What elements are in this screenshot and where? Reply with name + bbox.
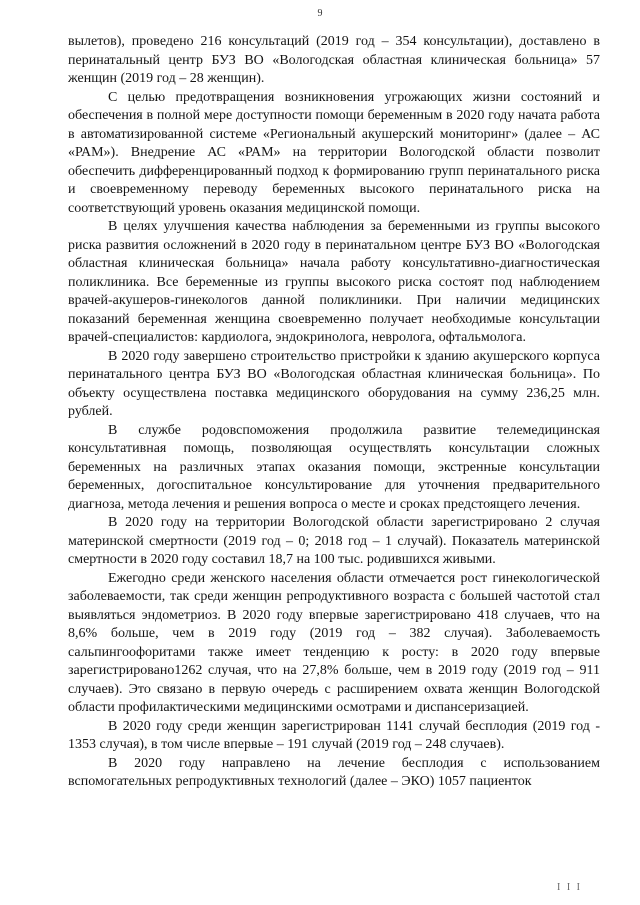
paragraph-2: С целью предотвращения возникновения угрожающих жизни состояний и обеспечения в полной мере доступности помощи беременным в 2020 году начата работа в автоматизированной системе «Региональный акушерский мониторинг» (далее – АС «РАМ»). Внедрение АС «РАМ» на территории Вологодской области позволит обеспечить дифференцированный подход к формированию групп перинатального риска и своевременному переводу беременных высокого перинатального риска на соответствующий уровень оказания медицинской помощи. [68, 89, 600, 216]
paragraph-7: Ежегодно среди женского населения области отмечается рост гинекологической заболеваемости, так среди женщин репродуктивного возраста с большей частотой стал выявляться эндометриоз. В 2020 году впервые зарегистрировано 418 случаев, что на 8,6% больше, чем в 2019 году (2019 год – 382 случая). Заболеваемость сальпингоофоритами также имеет тенденцию к росту: в 2020 году впервые зарегистрировано1262 случая, что на 27,8% больше, чем в 2019 году (2019 год – 911 случаев). Это связано в первую очередь с расширением охвата женщин Вологодской области профилактическими медицинскими осмотрами и диспансеризацией. [68, 570, 600, 715]
document-body [68, 33, 600, 792]
paragraph-8: В 2020 году среди женщин зарегистрирован 1141 случай бесплодия (2019 год - 1353 случая), в том числе впервые – 191 случай (2019 год – 248 случаев). [68, 718, 600, 752]
paragraph-9: В 2020 году направлено на лечение бесплодия с использованием вспомогательных репродуктивных технологий (далее – ЭКО) 1057 пациенток [68, 755, 600, 789]
paragraph-4: В 2020 году завершено строительство пристройки к зданию акушерского корпуса перинатального центра БУЗ ВО «Вологодская областная клиническая больница». По объекту осуществлена поставка медицинского оборудования на сумму 236,25 млн. рублей. [68, 348, 600, 419]
paragraph-6: В 2020 году на территории Вологодской области зарегистрировано 2 случая материнской смертности (2019 год – 0; 2018 год – 1 случай). Показатель материнской смертности в 2020 году составил 18,7 на 100 тыс. родившихся живыми. [68, 515, 600, 567]
footer-mark: I I I [557, 882, 582, 893]
paragraph-3: В целях улучшения качества наблюдения за беременными из группы высокого риска развития осложнений в 2020 году в перинатальном центре БУЗ ВО «Вологодская областная клиническая больница» начала работу консультативно-диагностическая поликлиника. Все беременные из группы высокого риска состоят под наблюдением врачей-акушеров-гинекологов данной поликлиники. При наличии медицинских показаний беременная женщина своевременно получает необходимые консультации врачей-специалистов: кардиолога, эндокринолога, невролога, офтальмолога. [68, 219, 600, 345]
paragraph-5: В службе родовспоможения продолжила развитие телемедицинская консультативная помощь, позволяющая осуществлять консультации сложных беременных на различных этапах оказания помощи, экстренные консультации беременных, догоспитальное консультирование для уточнения предварительного диагноза, метода лечения и решения вопроса о месте и сроках предстоящего лечения. [68, 422, 600, 512]
page-number: 9 [317, 8, 323, 19]
paragraph-1: вылетов), проведено 216 консультаций (2019 год – 354 консультации), доставлено в перинатальный центр БУЗ ВО «Вологодская областная клиническая больница» 57 женщин (2019 год – 28 женщин). [68, 34, 600, 86]
